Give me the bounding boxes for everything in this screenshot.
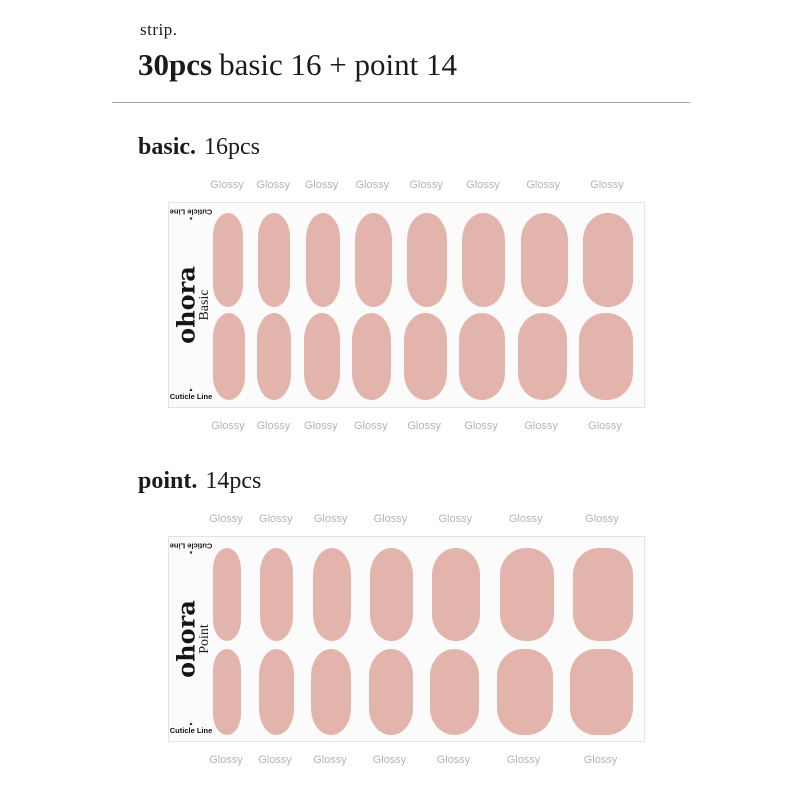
cuticle-line-text: Cuticle Line — [169, 207, 213, 217]
nail-strip — [570, 649, 633, 735]
finish-label-row-top — [209, 512, 632, 526]
nail-strip — [579, 313, 633, 400]
nail-strip — [355, 213, 392, 307]
finish-label-cell — [429, 753, 478, 767]
cuticle-line-text: Cuticle Line — [169, 726, 213, 736]
finish-label-cell — [212, 178, 242, 192]
strip-row-top — [213, 213, 633, 307]
strip-row-bottom — [213, 649, 633, 735]
finish-label: Glossy — [590, 179, 624, 191]
nail-strip — [404, 313, 447, 400]
strip-row-bottom — [213, 313, 633, 400]
finish-label: Glossy — [304, 179, 339, 191]
nail-strip — [500, 548, 554, 641]
cuticle-line-label-bottom — [169, 388, 213, 402]
finish-label-cell — [461, 178, 504, 192]
nail-strip — [432, 548, 480, 641]
cuticle-arrow-icon: ▲ — [188, 721, 194, 728]
sheet-variant-label: Basic — [197, 289, 212, 321]
finish-label: Glossy — [209, 513, 243, 525]
finish-label: Glossy — [259, 513, 293, 525]
title-composition: basic 16 + point 14 — [219, 47, 457, 82]
section-point-name: point. — [138, 468, 198, 494]
strip-row-top — [213, 548, 633, 641]
nail-strip — [213, 649, 241, 735]
nail-strip — [497, 649, 553, 735]
finish-label: Glossy — [585, 513, 619, 525]
finish-label: Glossy — [355, 179, 390, 191]
finish-label-cell — [310, 753, 350, 767]
finish-label-row-top — [212, 178, 632, 192]
finish-label-row-bottom — [212, 419, 632, 433]
finish-label: Glossy — [436, 754, 471, 766]
cuticle-arrow-icon: ▲ — [188, 549, 194, 556]
finish-label-cell — [431, 512, 479, 526]
cuticle-line-text: Cuticle Line — [169, 541, 213, 551]
finish-label-cell — [572, 512, 632, 526]
nail-strip — [459, 313, 505, 400]
nail-strip-sheet-basic — [168, 202, 645, 408]
finish-label-cell — [520, 178, 567, 192]
finish-label: Glossy — [313, 754, 347, 766]
finish-label: Glossy — [304, 420, 338, 432]
nail-strip — [518, 313, 567, 400]
nail-strip — [213, 313, 245, 400]
finish-label-cell — [406, 178, 446, 192]
finish-label-cell — [368, 753, 412, 767]
finish-label-cell — [305, 178, 339, 192]
finish-label: Glossy — [256, 420, 291, 432]
finish-label-cell — [212, 419, 244, 433]
finish-label: Glossy — [209, 754, 243, 766]
finish-label-cell — [354, 178, 391, 192]
brand-label: strip. — [140, 20, 178, 39]
finish-label: Glossy — [464, 420, 498, 432]
cuticle-arrow-icon: ▲ — [188, 387, 194, 394]
finish-label-cell — [403, 419, 446, 433]
nail-strip — [407, 213, 447, 307]
nail-strip — [430, 649, 479, 735]
section-basic-name: basic. — [138, 134, 197, 160]
finish-label: Glossy — [211, 420, 245, 432]
finish-label-cell — [458, 419, 504, 433]
finish-label: Glossy — [353, 420, 388, 432]
finish-label-cell — [496, 753, 552, 767]
finish-label: Glossy — [256, 179, 291, 191]
finish-label: Glossy — [409, 179, 443, 191]
finish-label: Glossy — [508, 513, 543, 525]
ohora-logo: ohora — [171, 266, 201, 344]
cuticle-arrow-icon: ▲ — [188, 215, 194, 222]
finish-label: Glossy — [526, 179, 560, 191]
nail-strip — [213, 213, 243, 307]
nail-strip — [257, 313, 291, 400]
finish-label-cell — [303, 419, 339, 433]
finish-label: Glossy — [372, 754, 407, 766]
finish-label: Glossy — [313, 513, 348, 525]
finish-label-row-bottom — [209, 753, 632, 767]
cuticle-line-label-top — [169, 207, 213, 221]
nail-strip — [313, 548, 351, 641]
finish-label: Glossy — [583, 754, 618, 766]
finish-label-cell — [312, 512, 350, 526]
section-point-heading — [138, 468, 261, 495]
title-total-count: 30pcs — [138, 47, 213, 82]
nail-strip — [260, 548, 293, 641]
finish-label: Glossy — [524, 420, 558, 432]
sheet-variant-label: Point — [197, 624, 212, 654]
cuticle-line-label-top — [169, 541, 213, 555]
nail-strip — [462, 213, 505, 307]
nail-strip — [521, 213, 568, 307]
finish-label: Glossy — [373, 513, 408, 525]
section-basic-heading — [138, 134, 260, 161]
finish-label: Glossy — [258, 754, 292, 766]
nail-strip — [573, 548, 633, 641]
finish-label-cell — [517, 419, 566, 433]
finish-label-cell — [582, 178, 632, 192]
sheet-side-labels — [169, 537, 213, 741]
cuticle-line-text: Cuticle Line — [169, 392, 213, 402]
sheet-side-labels — [169, 203, 213, 407]
section-basic — [0, 134, 800, 444]
section-point — [0, 468, 800, 778]
finish-label: Glossy — [506, 754, 541, 766]
finish-label: Glossy — [407, 420, 441, 432]
nail-strip-sheet-point — [168, 536, 645, 742]
nail-strip — [306, 213, 340, 307]
nail-strip — [259, 649, 294, 735]
finish-label-cell — [209, 753, 243, 767]
nail-strip — [311, 649, 351, 735]
nail-strip — [213, 548, 241, 641]
finish-label-cell — [369, 512, 412, 526]
nail-strip — [583, 213, 633, 307]
nail-strip — [304, 313, 340, 400]
finish-label-cell — [351, 419, 390, 433]
divider-line — [112, 102, 690, 103]
ohora-logo: ohora — [171, 600, 201, 678]
finish-label-cell — [569, 753, 632, 767]
section-basic-count: 16pcs — [204, 134, 261, 160]
finish-label: Glossy — [438, 513, 473, 525]
finish-label: Glossy — [588, 420, 622, 432]
finish-label-cell — [256, 419, 290, 433]
nail-strip — [352, 313, 391, 400]
section-point-count: 14pcs — [205, 468, 262, 494]
finish-label: Glossy — [210, 179, 244, 191]
cuticle-line-label-bottom — [169, 722, 213, 736]
finish-label-cell — [578, 419, 632, 433]
finish-label-cell — [259, 512, 292, 526]
finish-label: Glossy — [466, 179, 500, 191]
nail-strip — [258, 213, 290, 307]
finish-label-cell — [257, 178, 289, 192]
finish-label-cell — [258, 753, 293, 767]
page-title — [138, 47, 457, 83]
nail-strip — [370, 548, 413, 641]
nail-strip — [369, 649, 413, 735]
finish-label-cell — [499, 512, 553, 526]
finish-label-cell — [209, 512, 243, 526]
